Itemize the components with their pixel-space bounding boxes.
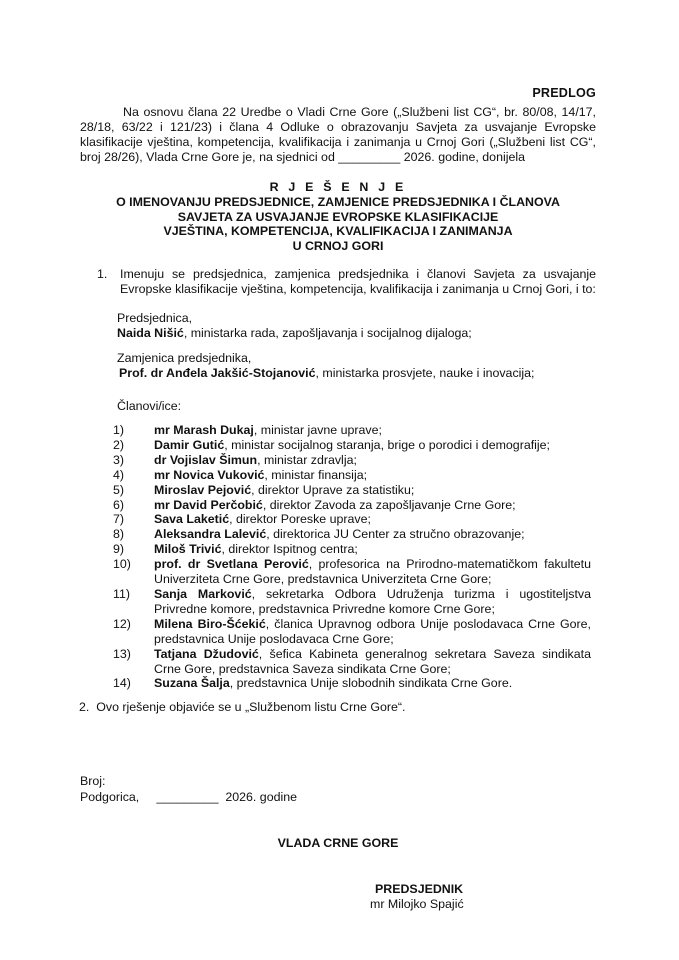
member-name: mr Novica Vuković xyxy=(154,467,265,482)
member-role: , ministar zdravlja; xyxy=(257,452,357,467)
president-name: Naida Nišić xyxy=(117,326,184,340)
president-entry xyxy=(117,326,472,341)
signer-role: PREDSJEDNIK xyxy=(375,882,464,896)
decision-title: R J E Š E N J E xyxy=(269,180,407,194)
member-number: 6) xyxy=(113,497,125,512)
member-entry xyxy=(154,512,597,527)
member-item xyxy=(113,587,597,617)
article-number: 1. xyxy=(97,267,108,281)
member-number: 1) xyxy=(113,423,125,437)
member-number: 12) xyxy=(113,616,131,631)
reference-block xyxy=(80,773,297,805)
member-item xyxy=(113,676,597,691)
member-role: , ministar finansija; xyxy=(264,467,368,482)
member-role: , profesorica na Prirodno-matematičkom fakultetu Univerziteta Crne Gore, predstavnica Univerziteta Crne Gore; xyxy=(154,557,591,587)
article-number: 2. xyxy=(79,700,90,714)
member-item xyxy=(113,498,597,513)
member-item xyxy=(113,512,597,527)
member-item xyxy=(113,453,597,468)
member-role: , članica Upravnog odbora Unije poslodavaca Crne Gore, predstavnica Unije poslodavaca Crne Gore; xyxy=(154,616,591,646)
member-entry xyxy=(154,453,597,468)
member-number: 5) xyxy=(113,482,125,497)
preamble-paragraph: Na osnovu člana 22 Uredbe o Vladi Crne Gore („Službeni list CG“, br. 80/08, 14/17, 28/18, 63/22 i 121/23) i člana 4 Odluke o obrazovanju Savjeta za usvajanje Evropske klasifikacije vještina, kompetencija, kvalifikacija i zanimanja u Crnoj Gori („Službeni list CG“, broj 28/26), Vlada Crne Gore je, na sjednici od _________ 2026. godine, donijela xyxy=(80,105,596,164)
subtitle-line: O IMENOVANJU PREDSJEDNICE, ZAMJENICE PREDSJEDNIKA I ČLANOVA xyxy=(116,195,560,209)
member-role: , direktorica JU Center za stručno obrazovanje; xyxy=(266,527,525,542)
member-entry xyxy=(154,423,597,438)
member-number: 8) xyxy=(113,527,125,542)
member-name: prof. dr Svetlana Perović xyxy=(154,557,309,572)
member-name: mr David Perčobić xyxy=(154,497,263,512)
member-role: , direktor Poreske uprave; xyxy=(229,512,371,527)
members-label: Članovi/ice: xyxy=(117,399,182,413)
member-entry xyxy=(154,617,597,647)
member-item xyxy=(113,647,597,677)
member-entry xyxy=(154,483,597,498)
article-text: Imenuju se predsjednica, zamjenica predsjednika i članovi Savjeta za usvajanje Evropske klasifikacije vještina, kompetencija, kvalifikacija i zanimanja u Crnoj Gori, i to: xyxy=(120,267,596,296)
member-role: , direktor Ispitnog centra; xyxy=(221,542,358,557)
member-number: 11) xyxy=(113,586,130,601)
member-name: Sanja Marković xyxy=(154,586,252,601)
member-role: , predstavnica Unije slobodnih sindikata Crne Gore. xyxy=(229,676,513,691)
member-entry xyxy=(154,587,597,617)
member-entry xyxy=(154,527,597,542)
deputy-role: , ministarka prosvjete, nauke i inovacija; xyxy=(315,366,535,380)
member-item xyxy=(113,483,597,498)
member-entry xyxy=(154,676,597,691)
member-item xyxy=(113,438,597,453)
member-name: Miroslav Pejović xyxy=(154,482,252,497)
member-number: 13) xyxy=(113,646,131,661)
government-name: VLADA CRNE GORE xyxy=(277,836,399,850)
signature-block xyxy=(370,882,464,912)
place-date: Podgorica, _________ 2026. godine xyxy=(80,790,298,804)
deputy-name: Prof. dr Anđela Jakšić-Stojanović xyxy=(119,366,316,380)
article-text: Ovo rješenje objaviće se u „Službenom listu Crne Gore“. xyxy=(96,700,406,714)
member-name: Aleksandra Lalević xyxy=(154,527,267,542)
member-entry xyxy=(154,542,597,557)
member-item xyxy=(113,468,597,483)
member-role: , direktor Zavoda za zapošljavanje Crne Gore; xyxy=(262,497,516,512)
member-role: , sekretarka Odbora Udruženja turizma i ugostiteljstva Privredne komore, predstavnica Privredne komore Crne Gore; xyxy=(154,586,591,616)
deputy-label: Zamjenica predsjednika, xyxy=(117,351,252,365)
member-entry xyxy=(154,647,597,677)
member-number: 7) xyxy=(113,512,125,527)
signer-name: mr Milojko Spajić xyxy=(370,897,464,911)
member-role: , ministar socijalnog staranja, brige o porodici i demografije; xyxy=(224,437,550,452)
article-2 xyxy=(79,700,405,715)
member-name: Miloš Trivić xyxy=(154,542,222,557)
member-entry xyxy=(154,498,597,513)
president-label: Predsjednica, xyxy=(117,311,193,325)
member-name: dr Vojislav Šimun xyxy=(154,452,258,467)
subtitle-line: VJEŠTINA, KOMPETENCIJA, KVALIFIKACIJA I ZANIMANJA xyxy=(163,224,513,239)
member-number: 9) xyxy=(113,542,125,557)
member-number: 2) xyxy=(113,437,125,452)
member-name: Damir Gutić xyxy=(154,437,225,452)
document-status-label: PREDLOG xyxy=(532,86,596,100)
decision-subtitle xyxy=(80,195,596,253)
deputy-entry xyxy=(119,366,535,381)
deputy-block xyxy=(117,351,535,381)
member-entry xyxy=(154,438,597,453)
member-name: Sava Laketić xyxy=(154,512,230,527)
president-role: , ministarka rada, zapošljavanja i socijalnog dijaloga; xyxy=(183,326,472,340)
member-item xyxy=(113,542,597,557)
member-entry xyxy=(154,557,597,587)
member-name: mr Marash Dukaj xyxy=(154,423,254,437)
president-block xyxy=(117,311,472,341)
member-role: , ministar javne uprave; xyxy=(253,423,382,437)
members-list xyxy=(113,423,597,691)
subtitle-line: SAVJETA ZA USVAJANJE EVROPSKE KLASIFIKACIJE xyxy=(177,209,499,224)
member-number: 3) xyxy=(113,452,125,467)
member-entry xyxy=(154,468,597,483)
member-name: Tatjana Džudović xyxy=(154,646,259,661)
subtitle-line: U CRNOJ GORI xyxy=(292,238,384,253)
member-item xyxy=(113,423,597,438)
member-item xyxy=(113,527,597,542)
member-number: 10) xyxy=(113,557,131,572)
member-number: 14) xyxy=(113,676,131,691)
member-item xyxy=(113,617,597,647)
reference-number-label: Broj: xyxy=(80,774,106,788)
member-name: Suzana Šalja xyxy=(154,676,230,691)
member-item xyxy=(113,557,597,587)
member-role: , direktor Uprave za statistiku; xyxy=(251,482,415,497)
member-number: 4) xyxy=(113,467,125,482)
member-name: Milena Biro-Šćekić xyxy=(154,616,266,631)
member-role: , šefica Kabineta generalnog sekretara Saveza sindikata Crne Gore, predstavnica Saveza sindikata Crne Gore; xyxy=(154,646,591,676)
article-1 xyxy=(97,267,596,297)
